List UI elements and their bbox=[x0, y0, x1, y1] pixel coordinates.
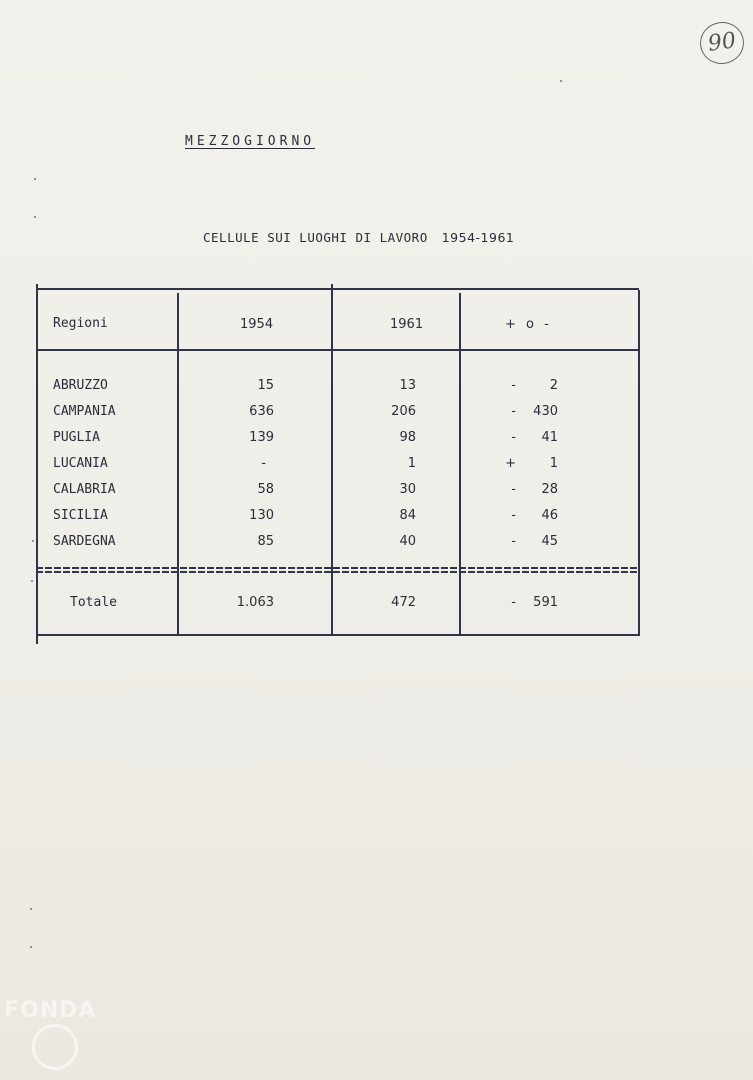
table-title-text: CELLULE SUI LUOGHI DI LAVORO bbox=[203, 230, 428, 245]
header-difference: + o - bbox=[505, 317, 549, 332]
margin-speck bbox=[560, 80, 562, 82]
cell-total-1961: 472 bbox=[391, 595, 416, 610]
table-column-divider-2 bbox=[331, 284, 333, 636]
cell-1961: 84 bbox=[399, 508, 416, 523]
margin-speck bbox=[30, 946, 32, 948]
cell-total-label: Totale bbox=[70, 595, 117, 610]
cell-1961: 13 bbox=[399, 378, 416, 393]
table-total-divider-top bbox=[36, 567, 639, 569]
document-heading: MEZZOGIORNO bbox=[185, 134, 316, 149]
table-total-divider-bottom bbox=[36, 571, 639, 573]
cell-1954: 130 bbox=[249, 508, 274, 523]
cell-sign: - bbox=[511, 534, 516, 549]
table-bottom-border bbox=[36, 634, 639, 636]
cell-diff: 430 bbox=[533, 404, 558, 419]
cell-total-diff: 591 bbox=[533, 595, 558, 610]
cell-diff: 2 bbox=[549, 378, 558, 393]
cell-diff: 45 bbox=[541, 534, 558, 549]
margin-speck bbox=[34, 216, 36, 218]
table-column-divider-1 bbox=[177, 293, 179, 636]
watermark-logo-icon bbox=[32, 1024, 78, 1070]
cell-region: CALABRIA bbox=[53, 482, 116, 497]
cell-region: PUGLIA bbox=[53, 430, 100, 445]
cell-1954: 636 bbox=[249, 404, 274, 419]
cell-region: SARDEGNA bbox=[53, 534, 116, 549]
cell-sign: - bbox=[511, 378, 516, 393]
cell-1954: 15 bbox=[257, 378, 274, 393]
table-title-years: 1954-1961 bbox=[441, 230, 515, 245]
cell-diff: 1 bbox=[549, 456, 558, 471]
cell-region: SICILIA bbox=[53, 508, 108, 523]
header-regioni: Regioni bbox=[53, 316, 108, 331]
cell-total-1954: 1.063 bbox=[236, 595, 274, 610]
cell-1954: - bbox=[261, 456, 266, 471]
table-left-border bbox=[36, 284, 38, 644]
cell-sign: - bbox=[511, 430, 516, 445]
margin-speck bbox=[32, 540, 34, 542]
cell-diff: 46 bbox=[541, 508, 558, 523]
cell-1961: 40 bbox=[399, 534, 416, 549]
archive-watermark: FONDA bbox=[4, 998, 97, 1023]
cell-1961: 98 bbox=[399, 430, 416, 445]
cell-region: ABRUZZO bbox=[53, 378, 108, 393]
cell-sign: - bbox=[511, 482, 516, 497]
margin-speck bbox=[30, 908, 32, 910]
cell-1954: 139 bbox=[249, 430, 274, 445]
cell-1954: 58 bbox=[257, 482, 274, 497]
cell-1961: 1 bbox=[407, 456, 416, 471]
header-1961: 1961 bbox=[390, 317, 424, 332]
table-top-border bbox=[36, 288, 639, 290]
page-number-stamp: 90 bbox=[697, 19, 746, 67]
cell-total-sign: - bbox=[511, 595, 516, 610]
margin-speck bbox=[31, 580, 33, 582]
cell-diff: 28 bbox=[541, 482, 558, 497]
cell-1961: 30 bbox=[399, 482, 416, 497]
header-1954: 1954 bbox=[240, 317, 274, 332]
cell-1954: 85 bbox=[257, 534, 274, 549]
table-column-divider-3 bbox=[459, 293, 461, 636]
cell-sign: + bbox=[505, 456, 516, 471]
cell-1961: 206 bbox=[391, 404, 416, 419]
cell-region: LUCANIA bbox=[53, 456, 108, 471]
table-right-border bbox=[638, 290, 640, 636]
cell-sign: - bbox=[511, 404, 516, 419]
cell-sign: - bbox=[511, 508, 516, 523]
table-header-divider bbox=[36, 349, 639, 351]
margin-speck bbox=[34, 178, 36, 180]
cell-region: CAMPANIA bbox=[53, 404, 116, 419]
cell-diff: 41 bbox=[541, 430, 558, 445]
